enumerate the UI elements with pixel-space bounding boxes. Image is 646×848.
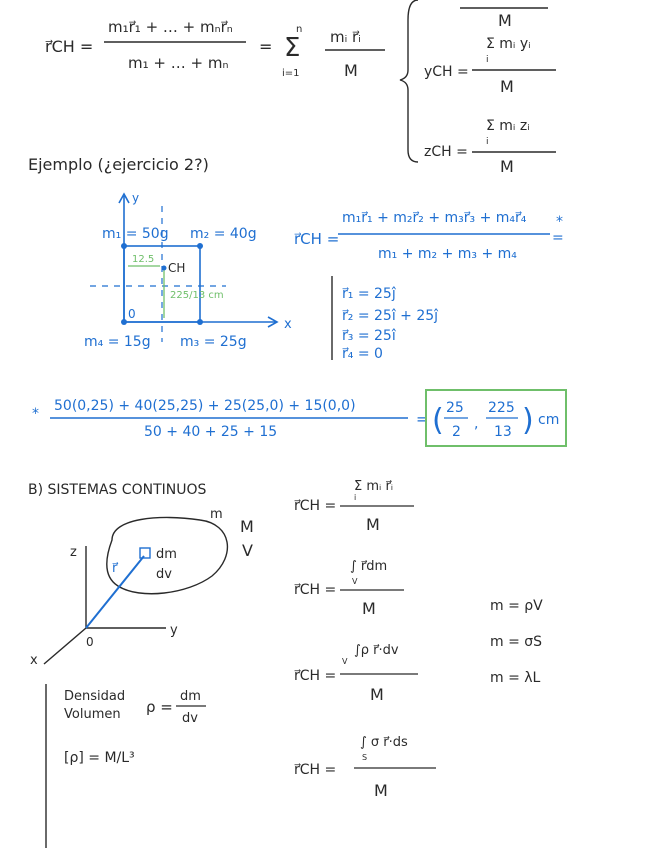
M-label: M [240, 517, 254, 536]
star-mark: * [556, 214, 563, 230]
V-label: V [242, 541, 253, 560]
example-rcm-formula [294, 210, 564, 362]
f3-numerator: ∫ρ r⃗·dv [354, 643, 399, 658]
x-label: x [30, 653, 38, 668]
example-rcm-denominator: m₁ + m₂ + m₃ + m₄ [378, 246, 517, 262]
origin-label: 0 [128, 307, 136, 321]
dy-label: 225/13 cm [170, 290, 224, 301]
rho-numerator: dm [180, 689, 201, 704]
f3-denominator: M [370, 685, 384, 704]
trailing-equals: = [552, 230, 564, 246]
ycm-denominator: M [500, 77, 514, 96]
sum-numerator: mᵢ r⃗ᵢ [330, 28, 361, 46]
zcm-subscript: i [486, 137, 489, 147]
svg-text:): ) [522, 403, 534, 438]
relation-linear: m = λL [490, 670, 541, 686]
z-label: z [70, 545, 77, 560]
svg-text:(: ( [432, 403, 444, 438]
mass-point-1 [121, 243, 127, 249]
r-label: r⃗ [112, 561, 118, 576]
result-x-numerator: 25 [446, 400, 464, 416]
calc-star: * [32, 406, 39, 422]
relation-volume: m = ρV [490, 598, 543, 614]
f4-denominator: M [374, 781, 388, 800]
rcm-denominator: m₁ + … + mₙ [128, 54, 229, 72]
example-diagram [84, 191, 292, 350]
f4-numerator: ∫ σ r⃗·ds [360, 735, 408, 750]
rcm-label: r⃗CH = [45, 37, 94, 56]
zcm-denominator: M [500, 157, 514, 176]
zcm-label: zCH = [424, 144, 468, 160]
origin-label-3d: 0 [86, 635, 94, 649]
density-definition [46, 684, 206, 848]
ycm-numerator: Σ mᵢ yᵢ [486, 36, 531, 52]
sigma-symbol: Σ [284, 33, 301, 63]
rcm-numerator: m₁r⃗₁ + … + mₙr⃗ₙ [108, 18, 233, 36]
svg-text:=: = [416, 410, 429, 428]
rho-equals: ρ = [146, 698, 173, 716]
f1-subscript: i [354, 493, 357, 502]
m-label: m [210, 507, 223, 522]
section-b-title: B) SISTEMAS CONTINUOS [28, 482, 207, 498]
result-x-denominator: 2 [452, 424, 461, 440]
y-axis-label: y [132, 191, 140, 205]
dv-label: dv [156, 567, 172, 582]
volume-element [140, 548, 150, 558]
relation-surface: m = σS [490, 634, 543, 650]
f2-denominator: M [362, 599, 376, 618]
mass-point-2 [197, 243, 203, 249]
cm-general-formula [45, 0, 556, 176]
mass-3-label: m₃ = 25g [180, 334, 247, 350]
volume-label: Volumen [64, 707, 121, 722]
example-rcm-label: r⃗CH = [294, 230, 340, 248]
calc-numerator: 50(0,25) + 40(25,25) + 25(25,0) + 15(0,0) [54, 398, 356, 414]
mass-2-label: m₂ = 40g [190, 226, 257, 242]
zcm-numerator: Σ mᵢ zᵢ [486, 118, 530, 134]
svg-text:,: , [474, 416, 479, 432]
sum-denominator: M [344, 61, 358, 80]
mass-4-label: m₄ = 15g [84, 334, 151, 350]
equals-sign: = [259, 37, 273, 56]
x-axis-label: x [284, 317, 292, 332]
f2-numerator: ∫ r⃗dm [350, 559, 388, 574]
f1-numerator: Σ mᵢ r⃗ᵢ [354, 479, 394, 494]
example-rcm-numerator: m₁r⃗₁ + m₂r⃗₂ + m₃r⃗₃ + m₄r⃗₄ [342, 210, 527, 226]
r2-vector: r⃗₂ = 25î + 25ĵ [342, 308, 439, 324]
r4-vector: r⃗₄ = 0 [342, 346, 383, 362]
f3-label: r⃗CH = [294, 668, 337, 684]
f2-subscript: V [352, 577, 358, 586]
cm-label: CH [168, 261, 186, 275]
result-y-denominator: 13 [494, 424, 512, 440]
ycm-label: yCH = [424, 64, 469, 80]
dx-label: 12.5 [132, 254, 155, 265]
y-label: y [170, 623, 178, 638]
rho-dimension: [ρ] = M/L³ [64, 750, 135, 766]
continuous-diagram [30, 507, 254, 668]
ycm-subscript: i [486, 55, 489, 65]
f4-subscript: S [362, 753, 368, 762]
r3-vector: r⃗₃ = 25î [342, 328, 396, 344]
cm-point [162, 266, 167, 271]
sum-upper-limit: n [296, 24, 303, 35]
example-calculation [32, 390, 566, 446]
mass-point-4 [121, 319, 127, 325]
result-unit: cm [538, 412, 560, 428]
continuous-formulas [294, 479, 543, 800]
density-label: Densidad [64, 689, 126, 704]
calc-denominator: 50 + 40 + 25 + 15 [144, 424, 278, 440]
example-title: Ejemplo (¿ejercicio 2?) [28, 155, 209, 174]
sum-lower-limit: i=1 [282, 68, 300, 79]
f4-label: r⃗CH = [294, 762, 337, 778]
r1-vector: r⃗₁ = 25ĵ [342, 286, 396, 302]
xcm-denominator: M [498, 11, 512, 30]
x-axis-3d [44, 628, 86, 664]
f2-label: r⃗CH = [294, 582, 337, 598]
dm-label: dm [156, 547, 177, 562]
mass-point-3 [197, 319, 203, 325]
mass-1-label: m₁ = 50g [102, 226, 169, 242]
component-brace [400, 0, 418, 162]
f3-subscript: V [342, 657, 348, 666]
f1-label: r⃗CH = [294, 498, 337, 514]
rho-denominator: dv [182, 711, 198, 726]
f1-denominator: M [366, 515, 380, 534]
result-y-numerator: 225 [488, 400, 515, 416]
